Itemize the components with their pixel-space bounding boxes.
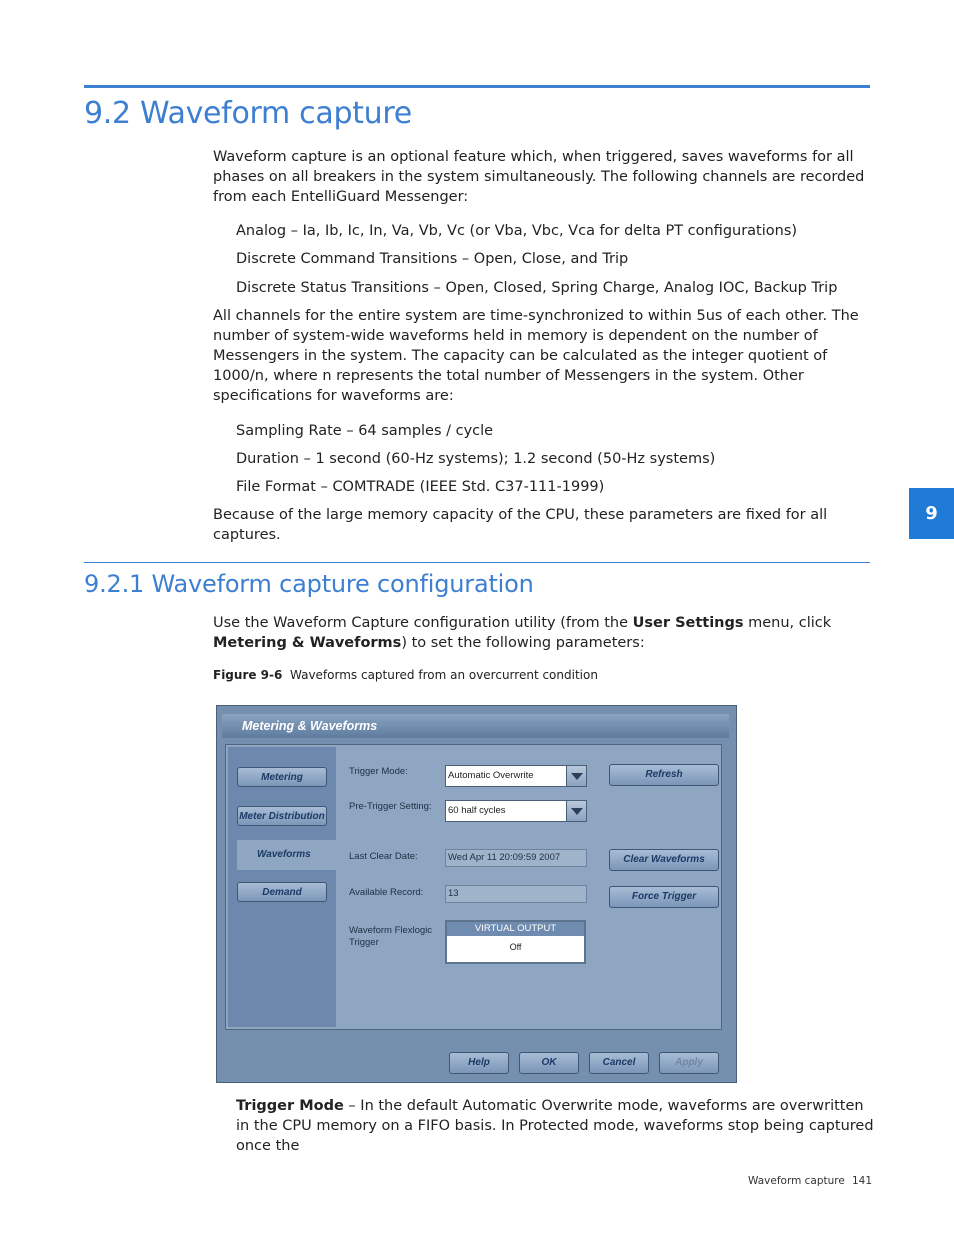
- waveforms-nav-tab[interactable]: Waveforms: [237, 840, 337, 870]
- chapter-tab: 9: [909, 488, 954, 539]
- sync-paragraph: All channels for the entire system are time-synchronized to within 5us of each other. The number of system-wide waveforms held in memory is dependent on the number of Messengers in the system. The capacity can be calculated as the integer quotient of 1000/n, where n represents the total number of Messengers in the system. Other specifications for waveforms are:: [213, 308, 859, 404]
- subsection-rule: [84, 562, 870, 563]
- config-intro: [213, 613, 873, 653]
- dialog-title: Metering & Waveforms: [222, 714, 729, 738]
- pre-trigger-select[interactable]: [445, 800, 587, 822]
- help-button[interactable]: Help: [449, 1052, 509, 1074]
- nav-panel: [228, 747, 336, 1027]
- trigger-mode-term: Trigger Mode: [236, 1098, 344, 1114]
- available-record-field: 13: [445, 885, 587, 903]
- user-settings-term: User Settings: [632, 615, 744, 631]
- metering-waveforms-term: Metering & Waveforms: [213, 635, 402, 651]
- trigger-mode-paragraph: [236, 1096, 876, 1156]
- meter-distribution-nav-button[interactable]: Meter Distribution: [237, 806, 327, 826]
- fixed-note: Because of the large memory capacity of the CPU, these parameters are fixed for all captures.: [213, 507, 828, 543]
- top-rule: [84, 85, 870, 88]
- virtual-output-selector[interactable]: [445, 920, 586, 964]
- channel-item: Analog – Ia, Ib, Ic, In, Va, Vb, Vc (or Vba, Vbc, Vca for delta PT configurations): [236, 223, 798, 239]
- flexlogic-trigger-label: Waveform Flexlogic Trigger: [349, 925, 433, 948]
- chevron-down-icon[interactable]: [566, 801, 586, 821]
- refresh-button[interactable]: Refresh: [609, 764, 719, 786]
- figure-caption-text: Waveforms captured from an overcurrent condition: [290, 668, 598, 682]
- ok-button[interactable]: OK: [519, 1052, 579, 1074]
- available-record-label: Available Record:: [349, 887, 424, 898]
- config-intro-text: ) to set the following parameters:: [401, 635, 645, 651]
- apply-button[interactable]: Apply: [659, 1052, 719, 1074]
- last-clear-label: Last Clear Date:: [349, 851, 418, 862]
- spec-item: Sampling Rate – 64 samples / cycle: [236, 423, 494, 439]
- dialog-content: [225, 744, 722, 1030]
- virtual-output-value: Off: [509, 942, 522, 952]
- section-title: 9.2 Waveform capture: [84, 96, 412, 131]
- config-intro-text: Use the Waveform Capture configuration utility (from the: [213, 615, 633, 631]
- demand-nav-button[interactable]: Demand: [237, 882, 327, 902]
- intro-paragraph: Waveform capture is an optional feature which, when triggered, saves waveforms for all phases on all breakers in the system simultaneously. The following channels are recorded from each EntelliGuard Messenger:: [213, 149, 865, 205]
- chevron-down-icon[interactable]: [566, 766, 586, 786]
- virtual-output-header: VIRTUAL OUTPUT: [447, 922, 584, 936]
- channel-item: Discrete Status Transitions – Open, Closed, Spring Charge, Analog IOC, Backup Trip: [236, 280, 838, 296]
- spec-item: File Format – COMTRADE (IEEE Std. C37-111-1999): [236, 479, 605, 495]
- subsection-title: 9.2.1 Waveform capture configuration: [84, 570, 534, 598]
- trigger-mode-select[interactable]: [445, 765, 587, 787]
- cancel-button[interactable]: Cancel: [589, 1052, 649, 1074]
- last-clear-field: Wed Apr 11 20:09:59 2007: [445, 849, 587, 867]
- footer-section: Waveform capture: [748, 1175, 845, 1187]
- clear-waveforms-button[interactable]: Clear Waveforms: [609, 849, 719, 871]
- metering-nav-button[interactable]: Metering: [237, 767, 327, 787]
- pre-trigger-value: 60 half cycles: [448, 805, 506, 816]
- force-trigger-button[interactable]: Force Trigger: [609, 886, 719, 908]
- trigger-mode-label: Trigger Mode:: [349, 766, 408, 777]
- pre-trigger-label: Pre-Trigger Setting:: [349, 801, 432, 812]
- channel-item: Discrete Command Transitions – Open, Close, and Trip: [236, 251, 629, 267]
- trigger-mode-text: – In the default Automatic Overwrite mode, waveforms are overwritten in the CPU memory on a FIFO basis. In Protected mode, waveforms stop being captured once the: [236, 1098, 874, 1154]
- trigger-mode-value: Automatic Overwrite: [448, 770, 534, 781]
- page-number: 141: [852, 1175, 873, 1187]
- figure-label: Figure 9-6: [213, 668, 283, 682]
- metering-waveforms-dialog: [216, 705, 737, 1083]
- spec-item: Duration – 1 second (60-Hz systems); 1.2 second (50-Hz systems): [236, 451, 716, 467]
- figure-caption: [213, 668, 598, 682]
- config-intro-text: menu, click: [743, 615, 832, 631]
